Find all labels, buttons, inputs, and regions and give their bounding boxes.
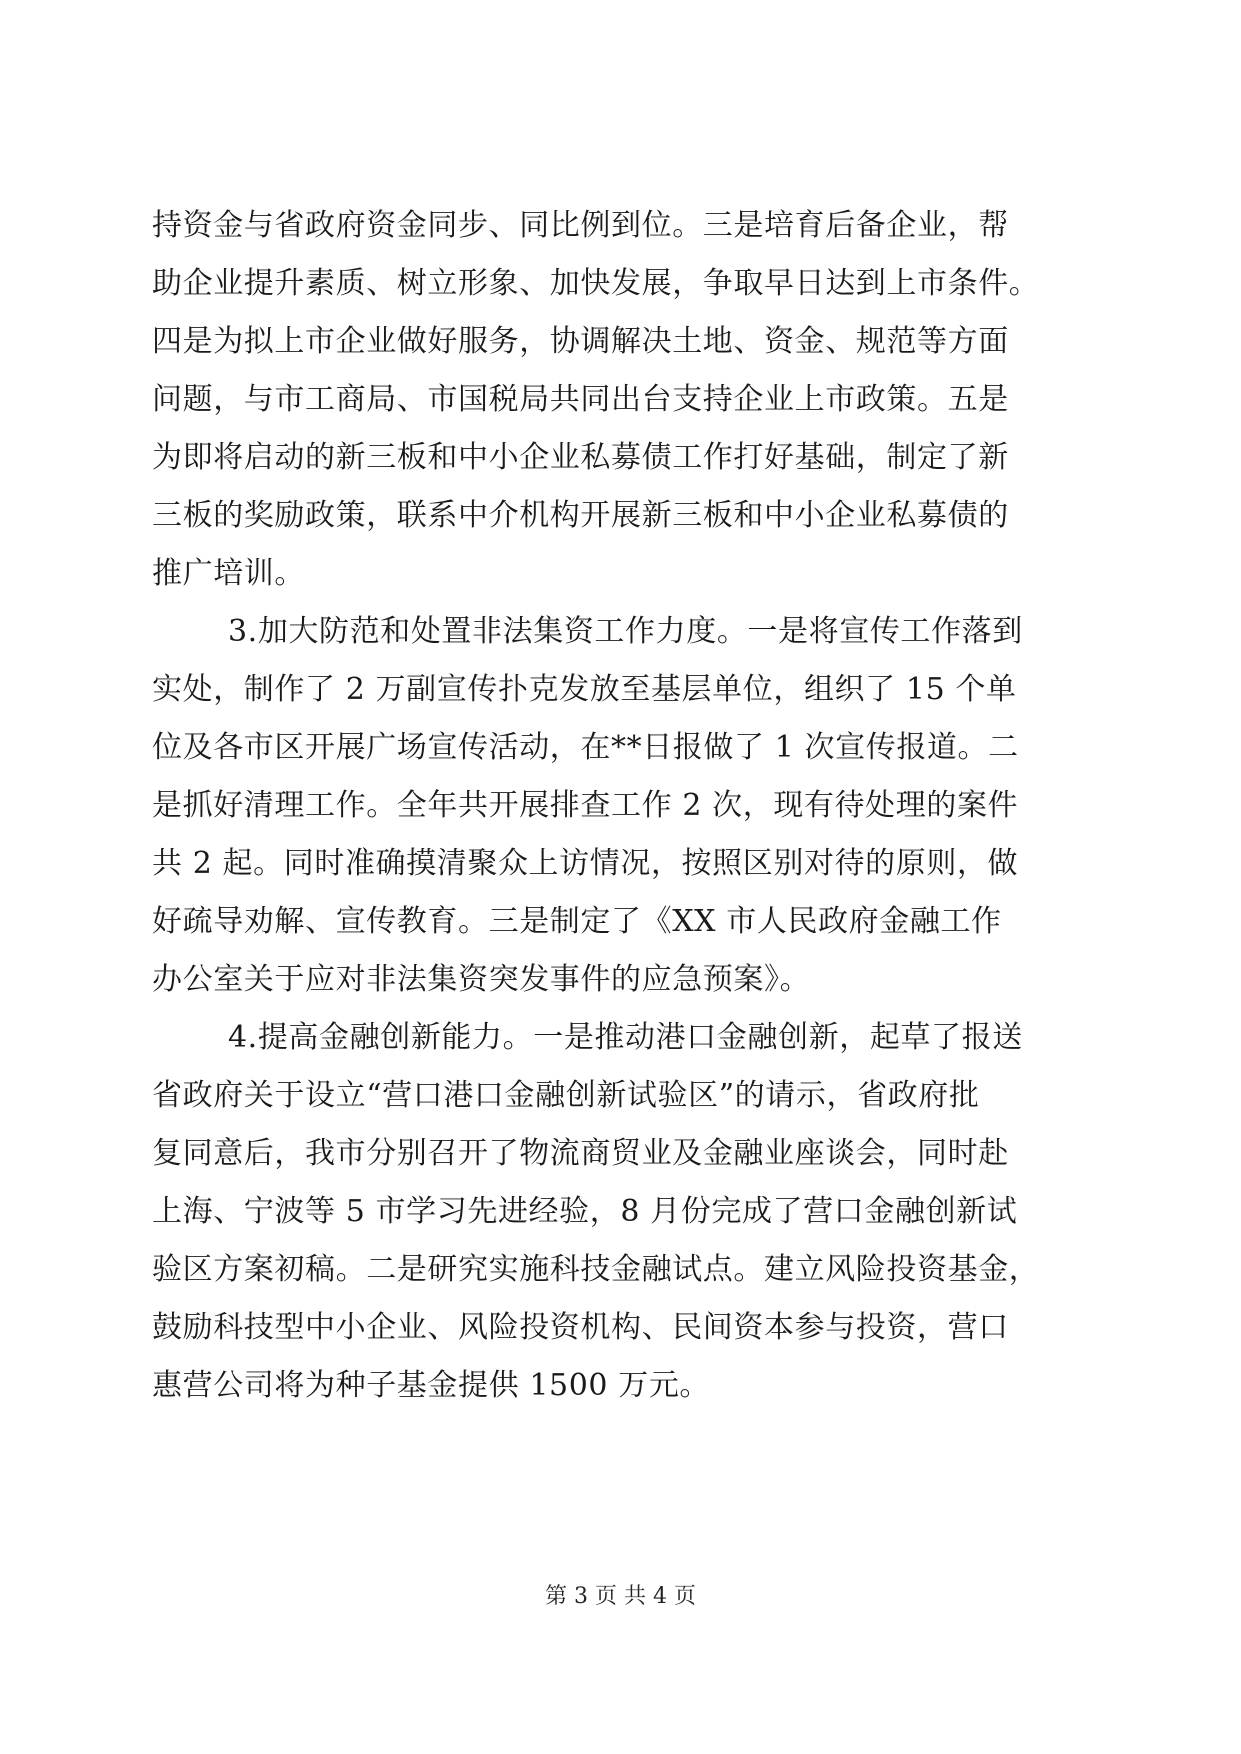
page-number-footer: 第 3 页 共 4 页 xyxy=(545,1584,696,1609)
paragraph-2-line-3: 位及各市区开展广场宣传活动，在**日报做了 1 次宣传报道。二 xyxy=(152,730,1019,765)
paragraph-2-line-4: 是抓好清理工作。全年共开展排查工作 2 次，现有待处理的案件 xyxy=(152,788,1019,823)
paragraph-1-line-5: 为即将启动的新三板和中小企业私募债工作打好基础，制定了新 xyxy=(152,440,1009,475)
paragraph-1-line-1: 持资金与省政府资金同步、同比例到位。三是培育后备企业，帮 xyxy=(152,208,1009,243)
paragraph-3-line-2: 省政府关于设立“营口港口金融创新试验区”的请示，省政府批 xyxy=(152,1078,980,1113)
paragraph-1-line-7: 推广培训。 xyxy=(152,556,305,591)
paragraph-3-line-3: 复同意后，我市分别召开了物流商贸业及金融业座谈会，同时赴 xyxy=(152,1136,1009,1171)
paragraph-2-line-2: 实处，制作了 2 万副宣传扑克发放至基层单位，组织了 15 个单 xyxy=(152,672,1017,707)
paragraph-2-line-7: 办公室关于应对非法集资突发事件的应急预案》。 xyxy=(152,962,811,997)
paragraph-3-line-5: 验区方案初稿。二是研究实施科技金融试点。建立风险投资基金， xyxy=(152,1252,1040,1287)
paragraph-1-line-6: 三板的奖励政策，联系中介机构开展新三板和中小企业私募债的 xyxy=(152,498,1009,533)
paragraph-3-line-6: 鼓励科技型中小企业、风险投资机构、民间资本参与投资，营口 xyxy=(152,1310,1009,1345)
paragraph-2-line-5: 共 2 起。同时准确摸清聚众上访情况，按照区别对待的原则，做 xyxy=(152,846,1019,881)
paragraph-1-line-2: 助企业提升素质、树立形象、加快发展，争取早日达到上市条件。 xyxy=(152,266,1040,301)
paragraph-3-line-1: 4.提高金融创新能力。一是推动港口金融创新，起草了报送 xyxy=(228,1020,1023,1055)
paragraph-1-line-3: 四是为拟上市企业做好服务，协调解决土地、资金、规范等方面 xyxy=(152,324,1009,359)
paragraph-2-line-6: 好疏导劝解、宣传教育。三是制定了《XX 市人民政府金融工作 xyxy=(152,904,1002,939)
paragraph-3-line-7: 惠营公司将为种子基金提供 1500 万元。 xyxy=(152,1368,711,1403)
paragraph-2-line-1: 3.加大防范和处置非法集资工作力度。一是将宣传工作落到 xyxy=(228,614,1023,649)
paragraph-3-line-4: 上海、宁波等 5 市学习先进经验，8 月份完成了营口金融创新试 xyxy=(152,1194,1018,1229)
paragraph-1-line-4: 问题，与市工商局、市国税局共同出台支持企业上市政策。五是 xyxy=(152,382,1009,417)
